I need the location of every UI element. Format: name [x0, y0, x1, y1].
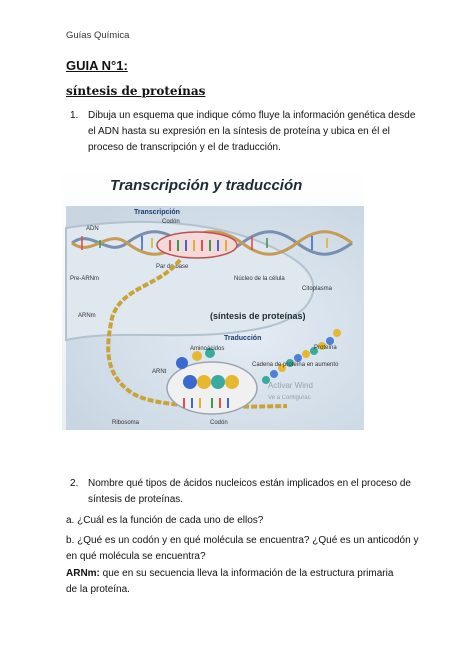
amino-acid-teal: [211, 375, 225, 389]
label-transcripcion: Transcripción: [134, 209, 180, 216]
label-aminoacidos: Aminoácidos: [190, 346, 225, 352]
label-arnm: ARNm: [78, 313, 96, 319]
label-par-de-base: Par de base: [156, 264, 189, 270]
amino-acid-blue: [183, 375, 197, 389]
answer-label: ARNm:: [66, 568, 100, 579]
label-codon-bottom: Codón: [210, 420, 228, 426]
free-amino-acid: [176, 357, 188, 369]
watermark-line-1: Activar Wind: [268, 381, 313, 390]
watermark-line-2: Ve a Configurac: [268, 395, 311, 401]
section-title: síntesis de proteínas: [66, 84, 206, 98]
label-nucleo: Núcleo de la célula: [234, 276, 285, 282]
amino-acid-yellow-2: [225, 375, 239, 389]
question-2a: a. ¿Cuál es la función de cada uno de ellos?: [66, 515, 264, 526]
answer-arnm: [66, 566, 406, 598]
label-citoplasma: Citoplasma: [302, 286, 333, 292]
label-codon-top: Codón: [162, 219, 180, 225]
question-1-number: 1.: [70, 110, 79, 121]
question-2-number: 2.: [70, 478, 79, 489]
question-2-text: Nombre qué tipos de ácidos nucleicos están implicados en el proceso de síntesis de proteínas.: [88, 478, 411, 505]
transcription-translation-figure: [62, 168, 364, 430]
label-pre-arnm: Pre-ARNm: [70, 276, 100, 282]
guide-title: GUIA N°1:: [66, 58, 128, 73]
answer-text: que en su secuencia lleva la información de la estructura primaria de la proteína.: [66, 568, 394, 595]
label-cadena: Cadena de proteína en aumento: [252, 362, 339, 368]
figure-title: Transcripción y traducción: [110, 177, 303, 194]
label-proteina: Proteína: [314, 345, 337, 351]
page-header: Guías Química: [66, 30, 130, 41]
amino-acid-yellow: [197, 375, 211, 389]
label-traduccion: Traducción: [224, 335, 262, 342]
label-arnt: ARNt: [152, 369, 167, 375]
label-adn: ADN: [86, 226, 99, 232]
label-sintesis: (síntesis de proteínas): [210, 311, 306, 321]
label-ribosoma: Ribosoma: [112, 420, 140, 426]
question-2b: b. ¿Qué es un codón y en qué molécula se encuentra? ¿Qué es un anticodón y en qué molécula se encuentra?: [66, 535, 419, 562]
question-1-text: Dibuja un esquema que indique cómo fluye la información genética desde el ADN hasta su expresión en la síntesis de proteína y ubica en él el proceso de transcripción y el de traducción.: [88, 110, 416, 153]
